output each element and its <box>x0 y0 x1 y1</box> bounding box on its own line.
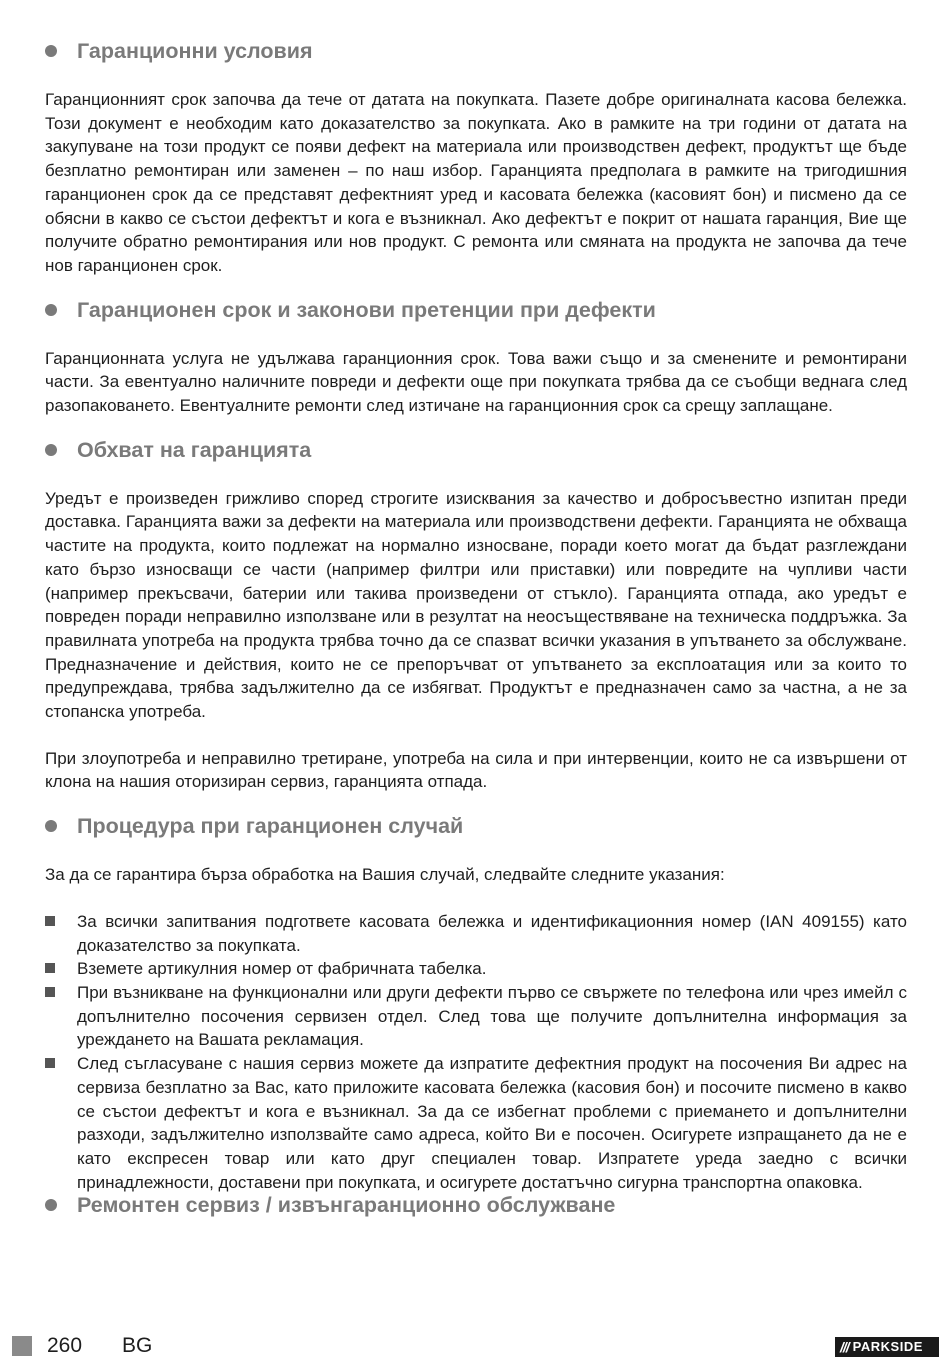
section-warranty-period <box>45 295 907 418</box>
square-bullet-icon <box>45 987 55 997</box>
paragraph: Уредът е произведен грижливо според строгите изисквания за качество и добросъвестно изпитан преди доставка. Гаранцията важи за дефекти на материала или производствени дефекти. Гаранцията не обхваща частите на продукта, които подлежат на нормално износване, поради което могат да бъдат разглеждани като бързо износващи се части (например филтри или приставки) или повредите на чупливи части (например прекъсвачи, батерии или такива произведени от стъкло). Гаранцията отпада, ако уредът е повреден поради неправилно използване или в резултат на неосъществяване на техническа поддръжка. За правилната употреба на продукта трябва точно да се спазват всички указания в упътването за обслужване. Предназначение и действия, които не се препоръчват от упътването за експлоатация или за които то предупреждава, трябва задължително да се избягват. Продуктът е предназначен само за частна, а не за стопанска употреба. <box>45 488 907 722</box>
logo-slashes: /// <box>840 1339 849 1355</box>
bullet-dot-icon <box>45 1199 57 1211</box>
square-bullet-icon <box>45 916 55 926</box>
section-heading-text: Процедура при гаранционен случай <box>77 814 464 839</box>
list-item <box>45 957 907 981</box>
section-repair-service <box>45 1190 907 1220</box>
paragraph: Гаранционната услуга не удължава гаранционния срок. Това важи също и за сменените и ремонтирани части. За евентуално наличните повреди и дефекти още при покупката трябва да се съобщи веднага след разопаковането. Евентуалните ремонти след изтичане на гаранционния срок са срещу заплащане. <box>45 348 907 416</box>
section-heading <box>45 1190 907 1220</box>
page-footer <box>0 1333 950 1363</box>
logo-text: PARKSIDE <box>852 1339 923 1354</box>
section-warranty-conditions <box>45 36 907 278</box>
bullet-dot-icon <box>45 444 57 456</box>
list-item <box>45 910 907 957</box>
list-item-text: След съгласуване с нашия сервиз можете да изпратите дефектния продукт на посочения Ви адрес на сервиза безплатно за Вас, като приложите касовата бележка (касовия бон) и посочите писмено в какво се състои дефектът и кога е възникнал. За да се избегнат проблеми с приемането и допълнителни разходи, задължително използвайте само адреса, който Ви е посочен. Осигурете изпращането да не е като експресен товар или като друг специален товар. Изпратете уреда заедно с всички принадлежности, доставени при покупката, и осигурете достатъчно сигурна транспортна опаковка. <box>77 1054 907 1192</box>
bullet-dot-icon <box>45 304 57 316</box>
page-number: 260 <box>47 1334 83 1357</box>
square-bullet-icon <box>45 1058 55 1068</box>
section-heading-text: Ремонтен сервиз / извънгаранционно обслужване <box>77 1193 616 1218</box>
page-content <box>45 36 907 1220</box>
language-code: BG <box>122 1334 153 1357</box>
bullet-dot-icon <box>45 45 57 57</box>
bullet-dot-icon <box>45 820 57 832</box>
list-item <box>45 1052 907 1194</box>
paragraph: При злоупотреба и неправилно третиране, употреба на сила и при интервенции, които не са извършени от клона на нашия оторизиран сервиз, гаранцията отпада. <box>45 748 907 792</box>
section-heading <box>45 811 907 841</box>
parkside-logo <box>835 1337 939 1357</box>
section-warranty-procedure <box>45 811 907 1194</box>
section-heading-text: Обхват на гаранцията <box>77 437 312 462</box>
section-heading-text: Гаранционен срок и законови претенции при дефекти <box>77 297 656 322</box>
paragraph: За да се гарантира бърза обработка на Вашия случай, следвайте следните указания: <box>45 865 725 885</box>
paragraph: Гаранционният срок започва да тече от датата на покупката. Пазете добре оригиналната касова бележка. Този документ е необходим като доказателство за покупката. Ако в рамките на три години от датата на закупуване на този продукт се появи дефект на материала или производствен дефект, продуктът ще бъде безплатно ремонтиран или заменен – по наш избор. Гаранцията предполага в рамките на тригодишния гаранционен срок да се представят дефектният уред и касовата бележка (касовият бон) и писмено да се обясни в какво се състои дефектът и кога е възникнал. Ако дефектът е покрит от нашата гаранция, Вие ще получите обратно ремонтирания или нов продукт. С ремонта или смяната на продукта не започва да тече нов гаранционен срок. <box>45 90 907 275</box>
section-heading <box>45 435 907 465</box>
section-warranty-scope <box>45 435 907 794</box>
footer-square-icon <box>12 1336 32 1356</box>
section-heading <box>45 36 907 66</box>
list-item <box>45 981 907 1052</box>
square-bullet-icon <box>45 963 55 973</box>
section-heading-text: Гаранционни условия <box>77 39 313 63</box>
section-heading <box>45 295 907 325</box>
list-item-text: При възникване на функционални или други дефекти първо се свържете по телефона или чрез имейл с допълнително посочения сервизен отдел. След това ще получите допълнителна информация за уреждането на Вашата рекламация. <box>77 982 907 1050</box>
list-item-text: Вземете артикулния номер от фабричната табелка. <box>77 959 487 979</box>
instruction-list <box>45 910 907 1194</box>
list-item-text: За всички запитвания подгответе касовата бележка и идентификационния номер (IAN 409155) като доказателство за покупката. <box>77 911 907 955</box>
